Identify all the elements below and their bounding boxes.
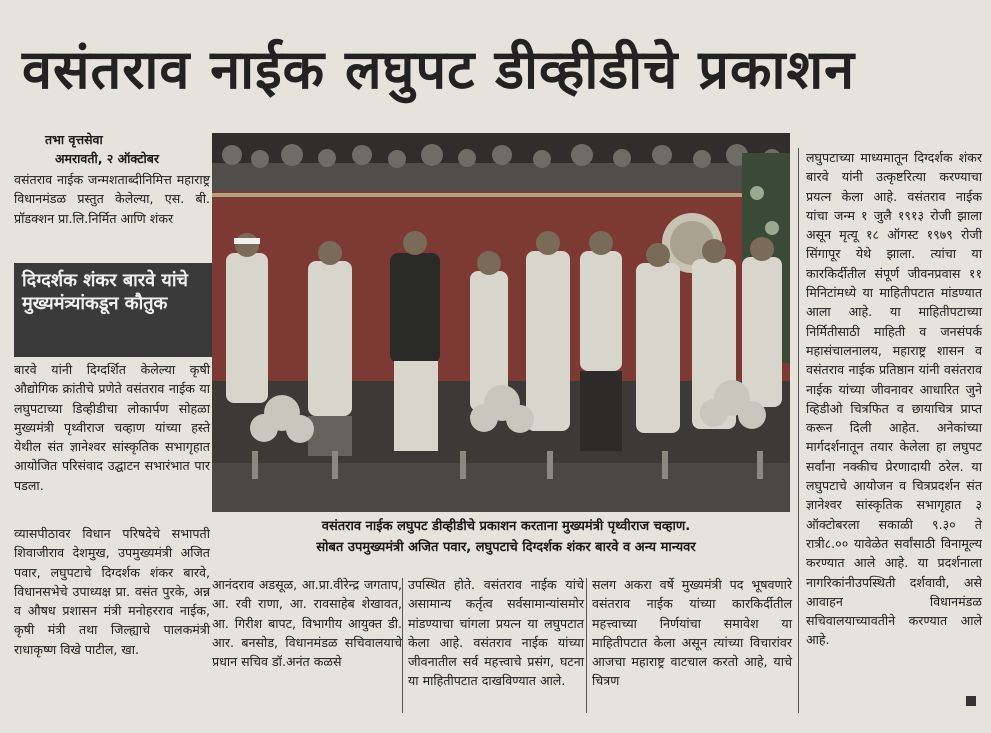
body-column-2 bbox=[212, 575, 402, 671]
body-column-3 bbox=[408, 575, 584, 691]
column-divider bbox=[798, 148, 799, 713]
body-column-1b bbox=[14, 524, 210, 659]
intro-paragraph bbox=[14, 170, 210, 228]
column-divider bbox=[586, 578, 587, 713]
body-column-5 bbox=[806, 148, 982, 650]
body-column-4 bbox=[592, 575, 792, 691]
body-column-1 bbox=[14, 360, 210, 495]
news-source: तभा वृत्तसेवा bbox=[45, 132, 103, 147]
headline: वसंतराव नाईक लघुपट डीव्हीडीचे प्रकाशन bbox=[22, 38, 856, 101]
body-text: आनंदराव अडसूळ, आ.प्रा.वीरेन्द्र जगताप, आ. रवी राणा, आ. रावसाहेब शेखावत, आ. गिरीश बापट, विभागीय आयुक्त डी. आर. बनसोड, विधानमंडळ सचिवालयाचे प्रधान सचिव डॉ.अनंत कळसे bbox=[212, 577, 402, 670]
column-divider bbox=[402, 578, 403, 713]
photo-caption bbox=[222, 516, 790, 558]
dateline: अमरावती, २ ऑक्टोबर bbox=[55, 151, 160, 166]
caption-line-1: वसंतराव नाईक लघुपट डीव्हीडीचे प्रकाशन करताना मुख्यमंत्री पृथ्वीराज चव्हाण. bbox=[321, 519, 691, 534]
intro-text: वसंतराव नाईक जन्मशताब्दीनिमित्त महाराष्ट्र विधानमंडळ प्रस्तुत केलेल्या, एस. बी. प्रॉडक्शन प्रा.लि.निर्मित आणि शंकर bbox=[14, 172, 210, 226]
body-text: बारवे यांनी दिग्दर्शित केलेल्या कृषी औद्योगिक क्रांतीचे प्रणेते वसंतराव नाईक या लघुपटाच्या डिव्हीडीचा लोकार्पण सोहळा मुख्यमंत्री पृथ्वीराज चव्हाण यांच्या हस्ते येथील संत ज्ञानेश्वर सांस्कृतिक सभागृहात आयोजित परिसंवाद उद्घाटन सभारंभात पार पडला. bbox=[14, 362, 210, 493]
caption-line-2: सोबत उपमुख्यमंत्री अजित पवार, लघुपटाचे दिग्दर्शक शंकर बारवे व अन्य मान्यवर bbox=[316, 540, 696, 555]
subheading-box: दिग्दर्शक शंकर बारवे यांचे मुख्यमंत्र्यांकडून कौतुक bbox=[14, 263, 212, 357]
body-text: व्यासपीठावर विधान परिषदेचे सभापती शिवाजीराव देशमुख, उपमुख्यमंत्री अजित पवार, लघुपटाचे दिग्दर्शक शंकर बारवे, विधानसभेचे उपाध्यक्ष प्रा. वसंत पुरके, अन्न व औषध प्रशासन मंत्री मनोहरराव नाईक, कृषी मंत्री तथा जिल्ह्याचे पालकमंत्री राधाकृष्ण विखे पाटील, खा. bbox=[14, 526, 210, 657]
article-end-mark bbox=[966, 696, 976, 706]
byline bbox=[45, 130, 215, 168]
body-text: लघुपटाच्या माध्यमातून दिग्दर्शक शंकर बारवे यांनी उत्कृष्टरित्या करण्याचा प्रयत्न केला आहे. वसंतराव नाईक यांचा जन्म १ जुलै १९१३ रोजी झाला असून मृत्यू १८ ऑगस्ट १९७९ रोजी सिंगापूर येथे झाला. त्यांचा या कारकिर्दीतील संपूर्ण जीवनप्रवास ११ मिनिटांमध्ये या माहितीपटात मांडण्यात आला आहे. या माहितीपटाच्या निर्मितीसाठी माहिती व जनसंपर्क महासंचालनालय, महाराष्ट्र शासन व वसंतराव नाईक प्रतिष्ठान यांनी वसंतराव नाईक यांच्या जीवनावर आधारित जुने व्हिडीओ चित्रफित व छायाचित्र प्राप्त करून दिली आहेत. अनेकांच्या मार्गदर्शनातून तयार केलेला हा लघुपट सर्वांना नक्कीच प्रेरणादायी ठरेल. या लघुपटाचे आयोजन व चित्रप्रदर्शन संत ज्ञानेश्वर सांस्कृतिक सभागृहात ३ ऑक्टोबरला सकाळी ९.३० ते रात्री८.०० यावेळेत सर्वांसाठी विनामूल्य करण्यात आले आहे. या प्रदर्शनाला नागरिकांनीउपस्थिती दर्शवावी, असे आवाहन विधानमंडळ सचिवालयाच्यावतीने करण्यात आले आहे. bbox=[806, 150, 982, 648]
event-photo bbox=[212, 133, 790, 512]
body-text: उपस्थित होते. वसंतराव नाईक यांचे असामान्य कर्तृत्व सर्वसामान्यांसमोर मांडण्याचा चांगला प्रयत्न या लघुपटात केला आहे. वसंतराव नाईक यांच्या जीवनातील सर्व महत्त्वाचे प्रसंग, घटना या माहितीपटात दाखविण्यात आले. bbox=[408, 577, 584, 689]
body-text: सलग अकरा वर्षे मुख्यमंत्री पद भूषवणारे वसंतराव नाईक यांच्या कारकिर्दीतील महत्त्वाच्या निर्णयांचा समावेश या माहितीपटात केला असून त्यांच्या विचारांवर आजचा महाराष्ट्र वाटचाल करतो आहे, याचे चित्रण bbox=[592, 577, 792, 689]
photo-illustration bbox=[212, 133, 790, 512]
